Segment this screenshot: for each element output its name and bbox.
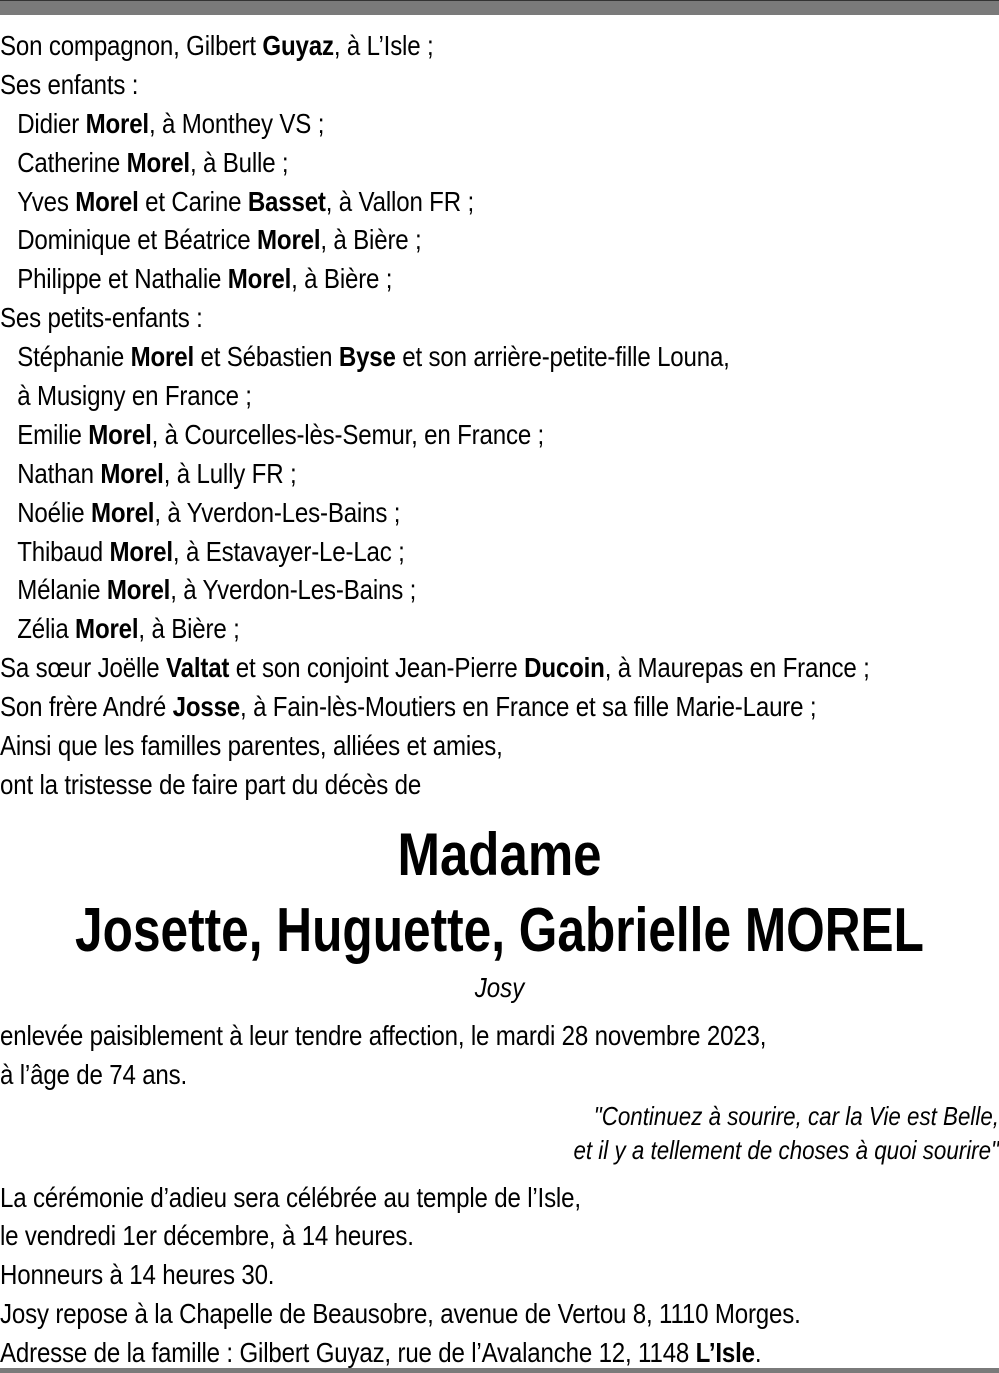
surname: Morel [106,574,171,606]
child-line [0,260,999,299]
text: et son arrière-petite-fille Louna, [395,341,730,373]
text: Mélanie [17,574,107,606]
surname: Ducoin [524,652,605,684]
text: Adresse de la famille : Gilbert Guyaz, rue de l’Avalanche 12, 1148 [0,1337,696,1369]
surname: Morel [75,613,139,645]
grandchild-line [0,571,999,610]
ceremony-line: La cérémonie d’adieu sera célébrée au temple de l’Isle, [0,1181,581,1213]
text: Yves [17,185,76,217]
text: à Musigny en France ; [17,380,252,412]
surname: Morel [257,224,321,256]
grandchild-line [0,416,999,455]
surname: Morel [100,457,164,489]
text: , à Maurepas en France ; [604,652,870,684]
text: , à Vallon FR ; [325,185,474,217]
text: Son frère André [0,691,173,723]
surname: Morel [109,535,173,567]
surname: Morel [75,185,139,217]
text: , à Estavayer-Le-Lac ; [172,535,405,567]
text: Nathan [17,457,101,489]
text: Zélia [17,613,76,645]
grandchild-line [0,494,999,533]
locality: L’Isle [695,1337,755,1369]
text: , à L’Isle ; [333,30,434,61]
text: Thibaud [17,535,110,567]
surname: Morel [227,263,292,295]
text: , à Bière ; [291,263,393,295]
child-line [0,144,999,183]
surname: Morel [90,496,155,528]
surname: Josse [172,691,241,723]
obituary-notice [0,27,999,1373]
surname: Valtat [166,652,230,684]
families-line: Ainsi que les familles parentes, alliées et amies, [0,730,503,762]
surname: Byse [338,341,396,373]
surname: Morel [126,146,190,178]
text: Emilie [17,418,89,450]
text: Son compagnon, Gilbert [0,30,263,61]
text: , à Monthey VS ; [148,107,325,139]
text: , à Yverdon-Les-Bains ; [154,496,401,528]
ceremony-date-line: le vendredi 1er décembre, à 14 heures. [0,1220,414,1252]
rest-place-line: Josy repose à la Chapelle de Beausobre, avenue de Vertou 8, 1110 Morges. [0,1298,801,1330]
surname: Morel [88,418,152,450]
announcement-line: ont la tristesse de faire part du décès de [0,768,422,800]
text: et son conjoint Jean-Pierre [229,652,525,684]
text: Stéphanie [17,341,131,373]
surname: Morel [130,341,194,373]
child-line [0,183,999,222]
companion-line [0,27,998,66]
top-rule [0,0,999,15]
honorific-title: Madame [397,820,602,888]
surname: Guyaz [262,30,334,61]
age-line: à l’âge de 74 ans. [0,1058,188,1090]
text: , à Bulle ; [189,146,289,178]
text: Didier [17,107,86,139]
child-line [0,221,999,260]
quote-line: "Continuez à sourire, car la Vie est Belle, [593,1100,999,1131]
deceased-full-name: Josette, Huguette, Gabrielle MOREL [75,895,924,965]
text: Sa sœur Joëlle [0,652,167,684]
text: , à Lully FR ; [163,457,297,489]
text: , à Fain-lès-Moutiers en France et sa fille Marie-Laure ; [240,691,817,723]
grandchild-line [0,610,999,649]
text: Dominique et Béatrice [17,224,258,256]
surname: Morel [85,107,149,139]
text: . [754,1337,762,1369]
text: , à Bière ; [320,224,422,256]
text: , à Yverdon-Les-Bains ; [170,574,417,606]
quote-block [0,1099,999,1167]
grandchild-line [0,338,999,377]
grandchildren-label: Ses petits-enfants : [0,302,203,334]
deceased-name-block [0,819,999,1005]
text: Noélie [17,496,91,528]
bottom-rule [0,1368,999,1373]
grandchild-line [0,377,999,416]
child-line [0,105,999,144]
brother-line [0,688,998,727]
quote-line: et il y a tellement de choses à quoi sourire" [573,1134,999,1165]
text: Catherine [17,146,127,178]
text: , à Courcelles-lès-Semur, en France ; [151,418,545,450]
grandchild-line [0,455,999,494]
sister-line [0,649,998,688]
children-label: Ses enfants : [0,68,139,100]
honors-line: Honneurs à 14 heures 30. [0,1259,275,1291]
text: et Sébastien [193,341,339,373]
text: et Carine [138,185,248,217]
text: , à Bière ; [138,613,240,645]
grandchild-line [0,533,999,572]
text: Philippe et Nathalie [17,263,228,295]
surname: Basset [247,185,326,217]
death-details-line: enlevée paisiblement à leur tendre affection, le mardi 28 novembre 2023, [0,1019,767,1051]
deceased-nickname: Josy [474,971,525,1003]
